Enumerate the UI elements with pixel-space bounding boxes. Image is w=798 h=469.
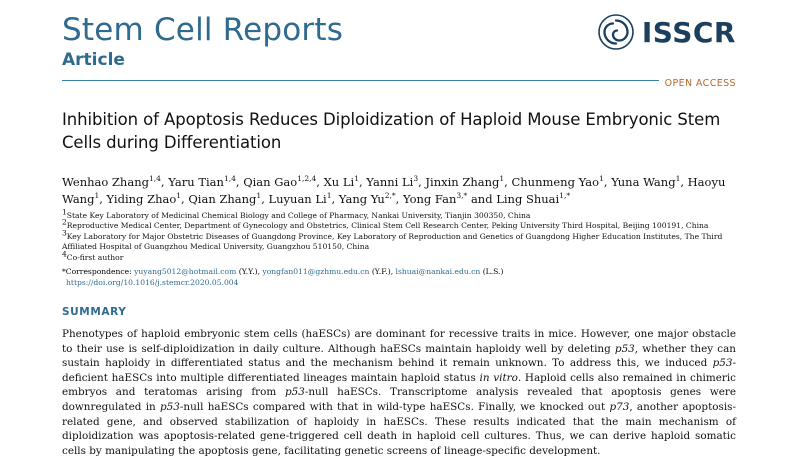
author-name: Xu Li — [323, 175, 355, 189]
summary-italic-term: p73 — [609, 401, 630, 413]
affiliation-marker: 4 — [62, 249, 67, 259]
doi-link[interactable]: https://doi.org/10.1016/j.stemcr.2020.05.004 — [66, 278, 239, 288]
author-name: Yiding Zhao — [106, 192, 177, 206]
author-name: Jinxin Zhang — [425, 175, 500, 189]
author-name: Chunmeng Yao — [511, 175, 600, 189]
affiliation-marker: 3 — [62, 228, 67, 238]
author-name: Yuna Wang — [611, 175, 676, 189]
summary-text: , another apoptosis-related gene, and observed stabilization of haploidy in haESCs. These results indicated that the main mechanism of diploidization was apoptosis-related gene-triggered cell death in haploid cell cultures. Thus, we can derive haploid somatic cells by manipulating the apoptosis gene, facilitating genetic screens of lineage-specific development. — [62, 401, 736, 457]
author-name: Luyuan Li — [268, 192, 327, 206]
divider-line — [62, 80, 736, 81]
author-name: Yang Yu — [338, 192, 385, 206]
summary-italic-term: p53 — [284, 386, 305, 399]
summary-italic-term: in vitro — [479, 371, 518, 384]
author-name: Yong Fan — [402, 192, 457, 206]
correspondence-line: *Correspondence: yuyang5012@hotmail.com (Y.Y.), yongfan011@gzhmu.edu.cn (Y.F.), lshuai@nankai.edu.cn (L.S.) — [62, 267, 504, 277]
correspondence-email[interactable]: yongfan011@gzhmu.edu.cn — [262, 267, 370, 277]
author-affiliation-marker: 1 — [675, 174, 681, 184]
author-name: Yaru Tian — [168, 175, 224, 189]
journal-title: Stem Cell Reports — [62, 12, 344, 48]
correspondence-initials: (Y.Y.) — [236, 267, 258, 277]
author-name: Qian Zhang — [188, 192, 257, 206]
author-name: and Ling Shuai — [470, 192, 560, 206]
author-name: Yanni Li — [366, 175, 414, 189]
author-affiliation-marker: 1,* — [559, 191, 571, 201]
article-title: Inhibition of Apoptosis Reduces Diploidization of Haploid Mouse Embryonic Stem Cells during Differentiation — [62, 110, 721, 152]
author-affiliation-marker: 1,4 — [148, 174, 161, 184]
publisher-name: ISSCR — [641, 15, 736, 49]
affiliation-marker: 1 — [62, 207, 67, 217]
author-affiliation-marker: 1 — [94, 191, 100, 201]
author-affiliation-marker: 1,4 — [223, 174, 236, 184]
author-affiliation-marker: 1 — [354, 174, 359, 184]
author-affiliation-marker: 3,* — [456, 191, 468, 201]
affiliation-marker: 2 — [62, 217, 67, 227]
author-affiliation-marker: 1 — [326, 191, 332, 201]
summary-heading: SUMMARY — [62, 306, 127, 319]
correspondence-initials: (L.S.) — [480, 267, 504, 277]
masthead — [62, 0, 736, 76]
affiliation-item: $^2$Reproductive Medical Center, Department of Gynecology and Obstetrics, Clinical Stem Cell Research Center, Peking University Third Hospital, Beijing 100191, China — [62, 217, 709, 231]
summary-italic-term: p53 — [712, 357, 733, 370]
author-name: Haoyu Wang — [62, 175, 726, 206]
author-name: Qian Gao — [243, 175, 298, 189]
summary-text: -null haESCs. Transcriptome analysis revealed that apoptosis genes were downregulated in — [62, 386, 736, 413]
summary-text: Phenotypes of haploid embryonic stem cells (haESCs) are dominant for recessive traits in mice. However, one major obstacle to their use is self-diploidization in daily culture. Although haESCs maintain haploidy well by deleting — [62, 328, 736, 355]
affiliation-item: $^1$State Key Laboratory of Medicinal Chemical Biology and College of Pharmacy, Nankai University, Tianjin 300350, China — [62, 207, 531, 220]
summary-text: -null haESCs compared with that in wild-type haESCs. Finally, we knocked out — [179, 401, 610, 413]
summary-italic-term: p53 — [160, 401, 180, 413]
author-affiliation-marker: 2,* — [384, 191, 396, 201]
masthead-divider — [62, 76, 736, 90]
open-access-badge: OPEN ACCESS — [659, 78, 736, 89]
correspondence-email[interactable]: lshuai@nankai.edu.cn — [395, 267, 481, 277]
author-name: Wenhao Zhang — [62, 175, 149, 189]
isscr-spiral-icon — [598, 14, 634, 50]
author-affiliation-marker: 3 — [413, 174, 419, 184]
article-type-label: Article — [62, 50, 125, 70]
summary-italic-term: p53 — [614, 342, 635, 355]
author-affiliation-marker: 1 — [499, 174, 505, 184]
correspondence-label: *Correspondence: — [62, 267, 135, 277]
summary-text: , whether they can sustain haploidy in differentiated status and the mechanism behind it remain unknown. To address this, we induced — [62, 342, 736, 370]
affiliation-item: $^3$Key Laboratory for Major Obstetric Diseases of Guangdong Province, Key Laboratory of Reproduction and Genetics of Guangdong Higher Education Institutes, The Third Affiliated Hospital of Guangzhou Medical University, Guangzhou 510150, China — [62, 228, 723, 252]
author-affiliation-marker: 1 — [599, 174, 604, 184]
summary-paragraph — [62, 327, 736, 458]
publisher-brand — [598, 14, 736, 50]
summary-text: . Haploid cells also remained in chimeric embryos and teratomas arising from — [62, 371, 736, 399]
author-affiliation-marker: 1 — [256, 191, 262, 201]
affiliation-item: $^4$Co-first author — [62, 249, 124, 262]
correspondence-initials: (Y.F.) — [369, 267, 391, 277]
summary-text: -deficient haESCs into multiple differentiated lineages maintain haploid status — [62, 357, 736, 384]
affiliation-list — [62, 207, 736, 263]
author-affiliation-marker: 1,2,4 — [297, 174, 317, 184]
author-list: Wenhao Zhang$^{1,4}$, Yaru Tian$^{1,4}$, Qian Gao$^{1,2,4}$, Xu Li$^1$, Yanni Li$^3$, Jinxin Zhang$^1$, Chunmeng Yao$^1$, Yuna Wang$^1$, Haoyu Wang$^1$, Yiding Zhao$^1$, Qian Zhang$^1$, Luyuan Li$^1$, Yang $Yu^{2,*}$, Yong Fan$^{3,*}$ and Ling Shuai$^{1,*}$ — [62, 174, 726, 206]
correspondence-email[interactable]: yuyang5012@hotmail.com — [134, 267, 237, 277]
author-affiliation-marker: 1 — [176, 191, 182, 201]
